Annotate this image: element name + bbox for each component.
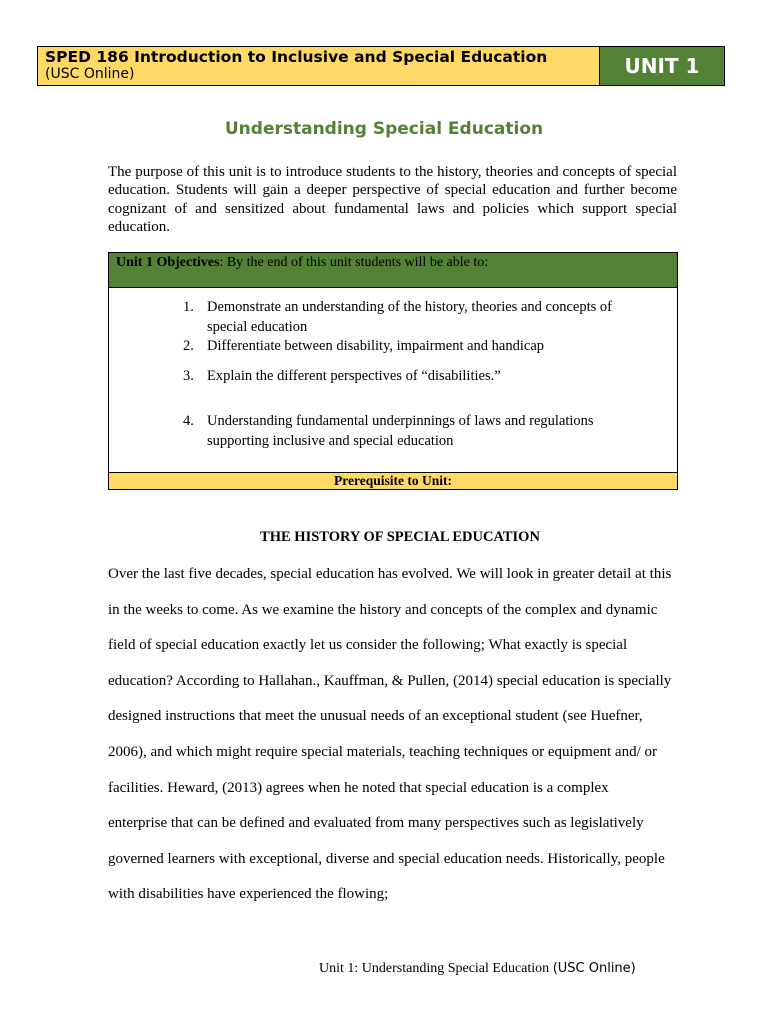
objective-text: Explain the different perspectives of “disabilities.” bbox=[207, 368, 501, 384]
course-title-block bbox=[38, 47, 600, 85]
section-title: THE HISTORY OF SPECIAL EDUCATION bbox=[260, 529, 540, 545]
footer-text: Unit 1: Understanding Special Education bbox=[319, 961, 553, 976]
prerequisite-row: Prerequisite to Unit: bbox=[109, 472, 677, 489]
objectives-table bbox=[108, 252, 678, 490]
body-line: education? According to Hallahan., Kauffman, & Pullen, (2014) special education is specially bbox=[108, 672, 672, 689]
body-line: 2006), and which might require special materials, teaching techniques or equipment and/ or bbox=[108, 743, 657, 760]
body-line: facilities. Heward, (2013) agrees when he noted that special education is a complex bbox=[108, 779, 609, 796]
page-footer bbox=[319, 961, 636, 977]
objectives-header bbox=[109, 253, 677, 288]
body-line: enterprise that can be defined and evaluated from many perspectives such as legislatively bbox=[108, 815, 644, 832]
objective-number: 1. bbox=[183, 299, 194, 315]
body-line: field of special education exactly let us consider the following; What exactly is special bbox=[108, 637, 628, 654]
objective-number: 2. bbox=[183, 338, 194, 354]
intro-paragraph: The purpose of this unit is to introduce students to the history, theories and concepts of special education. Students will gain a deeper perspective of special education and further become cognizant of and sensitized about fundamental laws and policies which support special education. bbox=[108, 164, 677, 235]
body-line: in the weeks to come. As we examine the history and concepts of the complex and dynamic bbox=[108, 601, 658, 618]
course-subtitle: (USC Online) bbox=[45, 66, 135, 82]
objectives-label: Unit 1 Objectives bbox=[116, 255, 220, 270]
body-line: Over the last five decades, special education has evolved. We will look in greater detail at this bbox=[108, 566, 672, 582]
objectives-lead: : By the end of this unit students will be able to: bbox=[219, 255, 489, 270]
unit-title: Understanding Special Education bbox=[224, 119, 544, 139]
objective-text: Understanding fundamental underpinnings of laws and regulations supporting inclusive and special education bbox=[207, 413, 594, 449]
body-line: with disabilities have experienced the flowing; bbox=[108, 886, 389, 903]
unit-badge: UNIT 1 bbox=[600, 47, 724, 85]
body-line: governed learners with exceptional, diverse and special education needs. Historically, people bbox=[108, 850, 665, 867]
body-line: designed instructions that meet the unusual needs of an exceptional student (see Huefner, bbox=[108, 708, 643, 725]
objective-text: Demonstrate an understanding of the history, theories and concepts of special education bbox=[207, 299, 612, 335]
objective-number: 3. bbox=[183, 368, 194, 384]
course-header bbox=[37, 46, 725, 86]
course-title: SPED 186 Introduction to Inclusive and Special Education bbox=[45, 48, 548, 66]
objective-number: 4. bbox=[183, 413, 194, 429]
history-body bbox=[108, 562, 678, 918]
objective-text: Differentiate between disability, impairment and handicap bbox=[207, 338, 545, 354]
footer-paren: (USC Online) bbox=[552, 961, 636, 976]
